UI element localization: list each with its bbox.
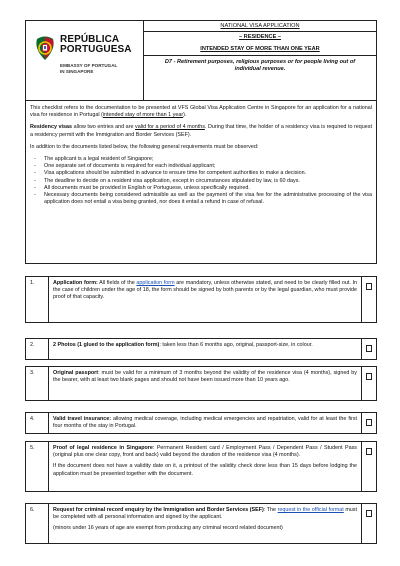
item-number: 3. [26, 367, 49, 401]
item-number: 1. [26, 277, 49, 323]
checklist-page [25, 20, 377, 532]
checklist-item-1 [25, 276, 377, 323]
item-description: Request for criminal record enquiry by the Immigration and Border Services (SEF): The request in the official format must be completed with all personal information and signed by the applicant. (minors under 16 years of age are exempt from producing any criminal record related document) [49, 504, 362, 544]
coat-of-arms-icon [34, 35, 56, 61]
list-item: - One separate set of documents is required for each individual applicant; [30, 163, 372, 170]
requirements-list [30, 156, 372, 206]
intended-stay-text: intended stay of more than 1 year [102, 112, 184, 119]
item-number: 4. [26, 413, 49, 434]
embassy-logo [26, 21, 144, 100]
checkbox-icon[interactable] [366, 419, 373, 426]
document-header [25, 20, 377, 101]
residence-heading: – RESIDENCE – [239, 34, 281, 40]
d7-description: D7 - Retirement purposes, religious purposes or for people living out of individual revenue. [164, 59, 356, 72]
item-number: 6. [26, 504, 49, 544]
item-description: Application form: All fields of the application form are mandatory, unless otherwise stated, and need to be clearly filled out. In the case of children under the age of 18, the form should be signed by both parents or by the legal guardian, who must provide proof of that capacity. [49, 277, 362, 323]
item-checkbox[interactable] [362, 339, 377, 360]
requirements-intro: In addition to the documents listed below, the following general requirements must be observed: [30, 143, 259, 150]
checklist-item-5 [25, 441, 377, 492]
item-checkbox[interactable] [362, 442, 377, 492]
criminal-record-request-link[interactable]: request in the official format [277, 507, 344, 513]
intro-paragraph: This checklist refers to the documentation to be presented at VFS Global Visa Application Centre in Singapore for an application for a national visa for residence in Portugal (intended stay of more than 1 year). [30, 105, 372, 119]
logo-subtitle: EMBASSY OF PORTUGAL IN SINGAPORE [60, 63, 118, 74]
checklist-item-3 [25, 366, 377, 401]
list-item: - The applicant is a legal resident of Singapore; [30, 156, 372, 163]
item-number: 5. [26, 442, 49, 492]
checklist-item-2 [25, 338, 377, 360]
item-number: 2. [26, 339, 49, 360]
item-checkbox[interactable] [362, 504, 377, 544]
list-item: - All documents must be provided in English or Portuguese, unless specifically required. [30, 185, 372, 192]
list-item: - Necessary documents being considered admissible as well as the payment of the visa fee for the administrative processing of the visa application does not entail a visa being granted, nor does it entail a refund in case of refusal. [30, 192, 372, 206]
residency-paragraph: Residency visas allow two entries and are valid for a period of 4 months. During that time, the holder of a residency visa is required to request a residency permit with the Immigration and Border Services (SEF). [30, 124, 372, 138]
checkbox-icon[interactable] [366, 510, 373, 517]
logo-title: REPÚBLICA PORTUGUESA [60, 34, 132, 55]
checkbox-icon[interactable] [366, 283, 373, 290]
item-checkbox[interactable] [362, 277, 377, 323]
checklist-item-6 [25, 503, 377, 544]
header-titles [144, 21, 376, 100]
item-checkbox[interactable] [362, 413, 377, 434]
checkbox-icon[interactable] [366, 345, 373, 352]
visa-title: NATIONAL VISA APPLICATION [144, 21, 376, 32]
list-item: - Visa applications should be submitted in advance to ensure time for competent authorities to make a decision. [30, 170, 372, 177]
item-description: Original passport: must be valid for a minimum of 3 months beyond the validity of the residence visa (4 months), signed by the bearer, with at least two blank pages and should not have been issued more than 10 years ago. [49, 367, 362, 401]
list-item: - The deadline to decide on a resident visa application, except in circumstances stipulated by law, is 60 days. [30, 178, 372, 185]
checkbox-icon[interactable] [366, 448, 373, 455]
intro-section [25, 101, 377, 264]
item-checkbox[interactable] [362, 367, 377, 401]
application-form-link[interactable]: application form [136, 280, 175, 286]
stay-heading: INTENDED STAY OF MORE THAN ONE YEAR [144, 43, 376, 56]
item-description: Valid travel insurance: allowing medical coverage, including medical emergencies and repatriation, valid for at least the first four months of the stay in Portugal. [49, 413, 362, 434]
checklist-item-4 [25, 412, 377, 434]
item-description: Proof of legal residence in Singapore: Permanent Resident card / Employment Pass / Dependent Pass / Student Pass (original plus one clear copy, front and back) valid beyond the duration of the residence visa (4 months). If the document does not have a validity date on it, a printout of the validity check done less than 15 days before lodging the application must be presented together with the document. [49, 442, 362, 492]
checkbox-icon[interactable] [366, 373, 373, 380]
item-description: 2 Photos (1 glued to the application form): taken less than 6 months ago, original, passport-size, in colour. [49, 339, 362, 360]
